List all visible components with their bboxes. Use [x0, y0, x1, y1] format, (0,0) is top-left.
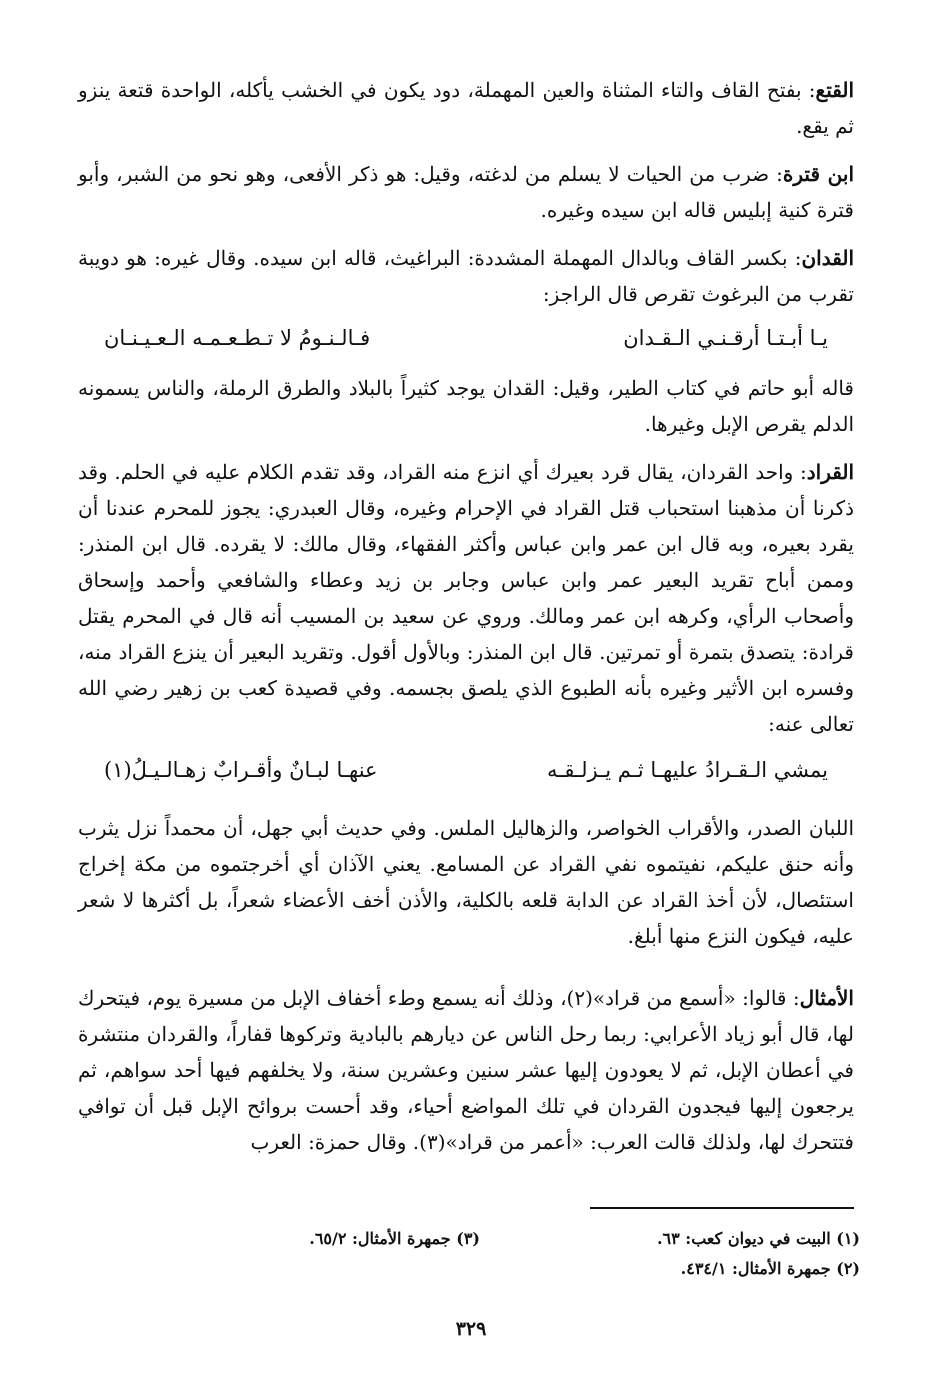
entry-qaddan	[78, 240, 854, 312]
entry-ibn-qatra	[78, 156, 854, 228]
entry-text: : بكسر القاف وبالدال المهملة المشددة: البراغيث، قاله ابن سيده. وقال غيره: هو دويبة تقرب من البرغوث تقرص قال الراجز:	[78, 246, 854, 306]
page-number: ٣٢٩	[455, 1318, 487, 1340]
entry-term: الأمثال	[799, 986, 854, 1010]
footnote-row	[100, 1224, 860, 1254]
footnote-row	[100, 1254, 860, 1284]
page-body	[78, 72, 854, 1172]
entry-text: : واحد القردان، يقال قرد بعيرك أي انزع منه القراد، وقد تقدم الكلام عليه في الحلم. وقد ذكرنا أن مذهبنا استحباب قتل القراد في الإحرام وغيره، وقال العبدري: يجوز للمحرم عندنا أن يقرد بعيره، وبه قال ابن عمر وابن عباس وأكثر الفقهاء، وقال مالك: لا يقرده. قال ابن المنذر: وممن أباح تقريد البعير عمر وابن عباس وجابر بن زيد وعطاء والشافعي وأحمد وإسحاق وأصحاب الرأي، وكرهه ابن عمر ومالك. وروي عن سعيد بن المسيب أنه قال في المحرم يقتل قرادة: يتصدق بتمرة أو تمرتين. قال ابن المنذر: وبالأول أقول. وتقريد البعير أن ينزع القراد منه، وفسره ابن الأثير وغيره بأنه الطبوع الذي يلصق بجسمه. وفي قصيدة كعب بن زهير رضي الله تعالى عنه:	[78, 460, 854, 736]
entry-qat	[78, 72, 854, 144]
paragraph-qaddan-continued: قاله أبو حاتم في كتاب الطير، وقيل: القدان يوجد كثيراً بالبلاد والطرق الرملة، والناس يسمونه الدلم يقرص الإبل وغيرها.	[78, 376, 854, 436]
entry-qurad	[78, 454, 854, 742]
footnote-1: (١) البيت في ديوان كعب: ٦٣.	[656, 1229, 860, 1248]
entry-term: القراد	[806, 460, 854, 484]
entry-text: : ضرب من الحيات لا يسلم من لدغته، وقيل: هو ذكر الأفعى، وهو نحو من الشبر، وأبو قترة كنية إبليس قاله ابن سيده وغيره.	[78, 162, 854, 222]
entry-amthal	[78, 980, 854, 1160]
verse-rajaz	[104, 320, 828, 356]
entry-term: القدان	[801, 246, 854, 270]
verse-second-hemistich: فـالـنـومُ لا تـطـعـمـه الـعـيـنـان	[104, 326, 371, 350]
footnotes	[100, 1224, 860, 1284]
footnote-2: (٢) جمهرة الأمثال: ٤٣٤/١.	[680, 1259, 860, 1278]
entry-term: القتع	[815, 78, 854, 102]
verse-first-hemistich: يـا أبـتـا أرقـنـي الـقـدان	[623, 326, 828, 350]
entry-text: : قالوا: «أسمع من قراد»(٢)، وذلك أنه يسمع وطء أخفاف الإبل من مسيرة يوم، فيتحرك لها، قال أبو زياد الأعرابي: ربما رحل الناس عن ديارهم بالبادية وتركوها قفاراً، والقردان منتشرة في أعطان الإبل، ثم لا يعودون إليها عشر سنين وعشرين سنة، ولا يخلفهم فيها أحد سواهم، ثم يرجعون إليها فيجدون القردان في تلك المواضع أحياء، وقد أحست بروائح الإبل قبل أن توافي فتتحرك لها، ولذلك قالت العرب: «أعمر من قراد»(٣). وقال حمزة: العرب	[78, 986, 854, 1154]
footnote-3: (٣) جمهرة الأمثال: ٦٥/٢.	[309, 1229, 480, 1248]
verse-first-hemistich: يمشي الـقـرادُ عليهـا ثـم يـزلـقـه	[546, 758, 828, 782]
verse-kaab	[104, 752, 828, 788]
paragraph-lubban: اللبان الصدر، والأقراب الخواصر، والزهاليل الملس. وفي حديث أبي جهل، أن محمداً نزل يثرب وأنه حنق عليكم، نفيتموه نفي القراد عن المسامع. يعني الآذان أي أخرجتموه من مكة إخراج استئصال، لأن أخذ القراد عن الدابة قلعه بالكلية، والأذن أخف الأعضاء شعراً، بل أكثرها لا شعر عليه، فيكون النزع منها أبلغ.	[78, 816, 854, 948]
entry-term: ابن قترة	[782, 162, 854, 186]
footnote-divider	[590, 1207, 854, 1209]
verse-second-hemistich: عنهـا لبـانٌ وأقـرابٌ زهـالـيـلُ(١)	[104, 758, 378, 782]
entry-text: : بفتح القاف والتاء المثناة والعين المهملة، دود يكون في الخشب يأكله، الواحدة قتعة ينزو ثم يقع.	[78, 78, 854, 138]
